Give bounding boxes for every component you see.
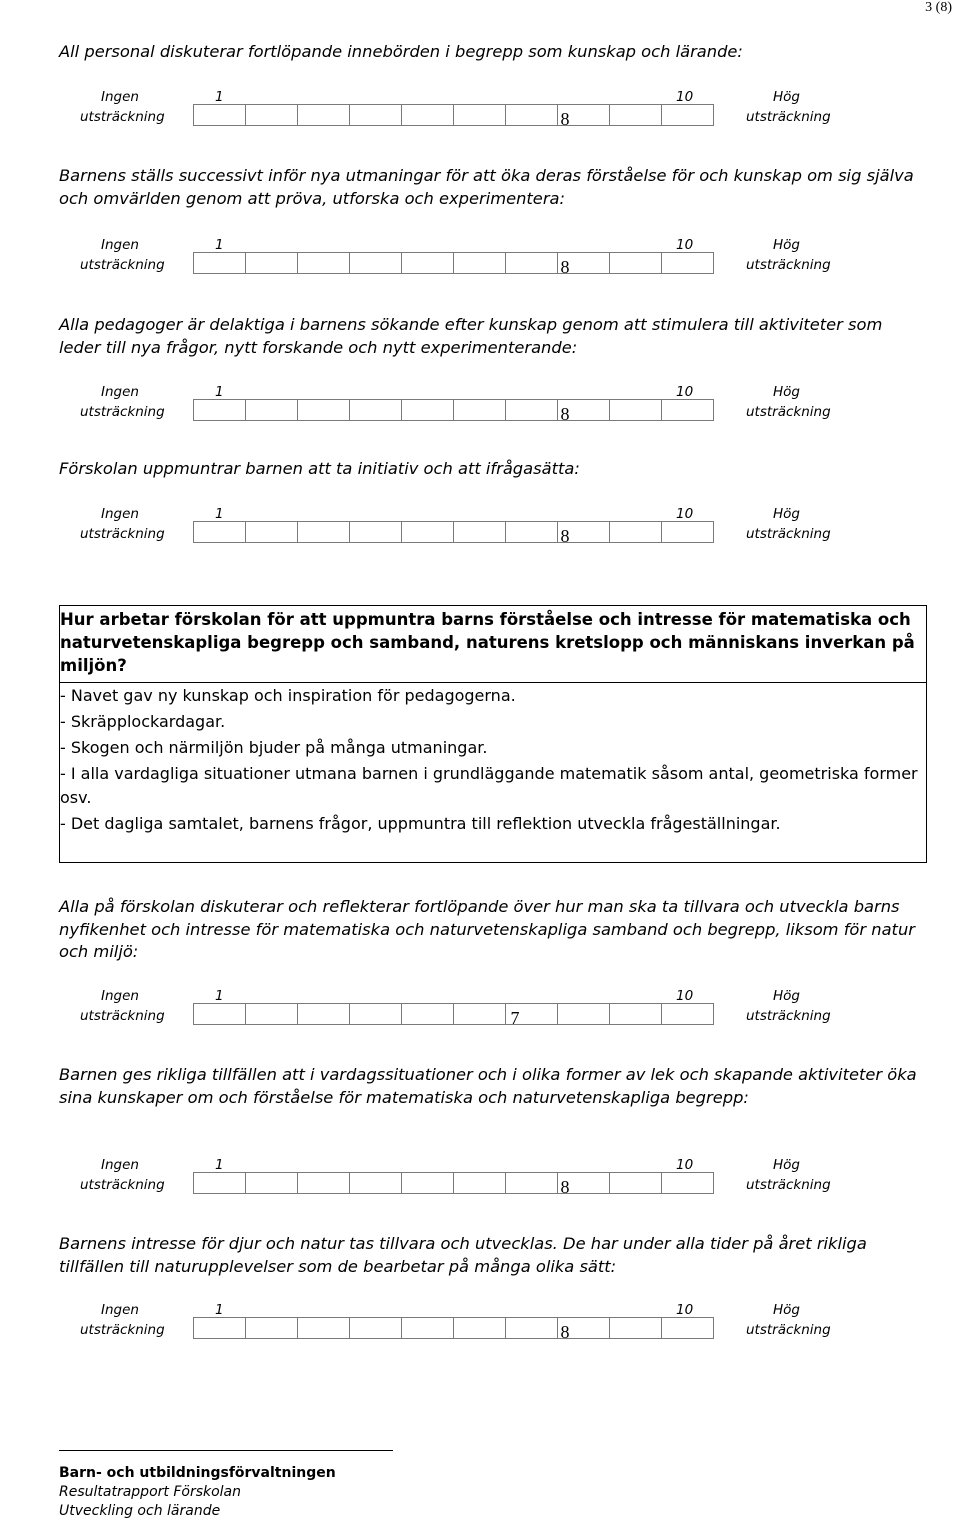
answer-item: - Skogen och närmiljön bjuder på många utmaningar.: [60, 738, 488, 757]
answer-item: - Det dagliga samtalet, barnens frågor, uppmuntra till reflektion utveckla frågeställningar.: [60, 814, 781, 833]
scale-min-value: 1: [215, 384, 224, 400]
rating-scale-7: [70, 1302, 850, 1352]
rating-scale-1: [70, 89, 850, 139]
scale-min-value: 1: [215, 237, 224, 253]
selected-rating: 8: [560, 109, 570, 129]
scale-max-value: 10: [676, 384, 694, 400]
scale-boxes: [193, 252, 714, 274]
scale-min-value: 1: [215, 506, 224, 522]
scale-high-label: Hög: [773, 1302, 800, 1318]
scale-max-value: 10: [676, 237, 694, 253]
scale-max-value: 10: [676, 988, 694, 1004]
footer-rule: [59, 1450, 393, 1451]
selected-rating: 8: [560, 1177, 570, 1197]
question-1: All personal diskuterar fortlöpande innebörden i begrepp som kunskap och lärande:: [59, 42, 743, 61]
scale-max-value: 10: [676, 1302, 694, 1318]
selected-rating: 8: [560, 526, 570, 546]
scale-low-sublabel: utsträckning: [80, 1008, 165, 1024]
scale-boxes: [193, 1172, 714, 1194]
scale-max-value: 10: [676, 506, 694, 522]
scale-high-sublabel: utsträckning: [746, 1177, 831, 1193]
scale-low-label: Ingen: [101, 1302, 139, 1318]
scale-low-sublabel: utsträckning: [80, 1177, 165, 1193]
scale-low-sublabel: utsträckning: [80, 257, 165, 273]
question-3: Alla pedagoger är delaktiga i barnens sökande efter kunskap genom att stimulera till aktiviteter som leder till nya frågor, nytt forskande och nytt experimenterande:: [59, 315, 883, 357]
question-7: Barnens intresse för djur och natur tas tillvara och utvecklas. De har under alla tider på året rikliga tillfällen till naturupplevelser som de bearbetar på många olika sätt:: [59, 1234, 867, 1276]
answer-item: - Skräpplockardagar.: [60, 712, 226, 731]
scale-high-label: Hög: [773, 384, 800, 400]
answer-list: [60, 684, 920, 838]
selected-rating: 8: [560, 257, 570, 277]
open-question: Hur arbetar förskolan för att uppmuntra barns förståelse och intresse för matematiska och naturvetenskapliga begrepp och samband, naturens kretslopp och människans inverkan på miljön?: [60, 606, 927, 683]
rating-scale-4: [70, 506, 850, 556]
scale-high-sublabel: utsträckning: [746, 404, 831, 420]
scale-high-sublabel: utsträckning: [746, 526, 831, 542]
selected-rating: 7: [510, 1008, 520, 1028]
scale-low-sublabel: utsträckning: [80, 109, 165, 125]
scale-high-sublabel: utsträckning: [746, 257, 831, 273]
scale-high-label: Hög: [773, 1157, 800, 1173]
scale-boxes: [193, 1003, 714, 1025]
scale-low-label: Ingen: [101, 384, 139, 400]
answer-item: - I alla vardagliga situationer utmana barnen i grundläggande matematik såsom antal, geometriska former osv.: [60, 764, 918, 807]
scale-low-sublabel: utsträckning: [80, 404, 165, 420]
scale-low-sublabel: utsträckning: [80, 526, 165, 542]
scale-low-label: Ingen: [101, 506, 139, 522]
footer-section: Utveckling och lärande: [59, 1503, 221, 1519]
scale-max-value: 10: [676, 1157, 694, 1173]
scale-high-sublabel: utsträckning: [746, 109, 831, 125]
rating-scale-5: [70, 988, 850, 1038]
footer-organization: Barn- och utbildningsförvaltningen: [59, 1465, 336, 1481]
scale-high-label: Hög: [773, 988, 800, 1004]
scale-low-sublabel: utsträckning: [80, 1322, 165, 1338]
scale-min-value: 1: [215, 1302, 224, 1318]
rating-scale-3: [70, 384, 850, 434]
rating-scale-2: [70, 237, 850, 287]
question-4: Förskolan uppmuntrar barnen att ta initiativ och att ifrågasätta:: [59, 459, 580, 478]
footer-report-title: Resultatrapport Förskolan: [59, 1484, 242, 1500]
scale-max-value: 10: [676, 89, 694, 105]
scale-min-value: 1: [215, 1157, 224, 1173]
scale-min-value: 1: [215, 89, 224, 105]
scale-high-label: Hög: [773, 89, 800, 105]
answer-item: - Navet gav ny kunskap och inspiration för pedagogerna.: [60, 686, 516, 705]
selected-rating: 8: [560, 1322, 570, 1342]
scale-boxes: [193, 521, 714, 543]
selected-rating: 8: [560, 404, 570, 424]
scale-boxes: [193, 1317, 714, 1339]
question-2: Barnens ställs successivt inför nya utmaningar för att öka deras förståelse för och kunskap om sig själva och omvärlden genom att pröva, utforska och experimentera:: [59, 166, 914, 208]
scale-high-sublabel: utsträckning: [746, 1008, 831, 1024]
scale-high-label: Hög: [773, 506, 800, 522]
question-6: Barnen ges rikliga tillfällen att i vardagssituationer och i olika former av lek och skapande aktiviteter öka sina kunskaper om och förståelse för matematiska och naturvetenskapliga begrepp:: [59, 1065, 917, 1107]
scale-low-label: Ingen: [101, 1157, 139, 1173]
free-text-answer-box: [59, 605, 927, 863]
scale-boxes: [193, 104, 714, 126]
scale-high-sublabel: utsträckning: [746, 1322, 831, 1338]
page-number: 3 (8): [925, 0, 952, 15]
rating-scale-6: [70, 1157, 850, 1207]
scale-low-label: Ingen: [101, 89, 139, 105]
scale-boxes: [193, 399, 714, 421]
scale-high-label: Hög: [773, 237, 800, 253]
scale-low-label: Ingen: [101, 237, 139, 253]
scale-low-label: Ingen: [101, 988, 139, 1004]
scale-min-value: 1: [215, 988, 224, 1004]
question-5: Alla på förskolan diskuterar och reflekterar fortlöpande över hur man ska ta tillvara och utveckla barns nyfikenhet och intresse för matematiska och naturvetenskapliga samband och begrepp, liksom för natur och miljö:: [59, 897, 915, 961]
